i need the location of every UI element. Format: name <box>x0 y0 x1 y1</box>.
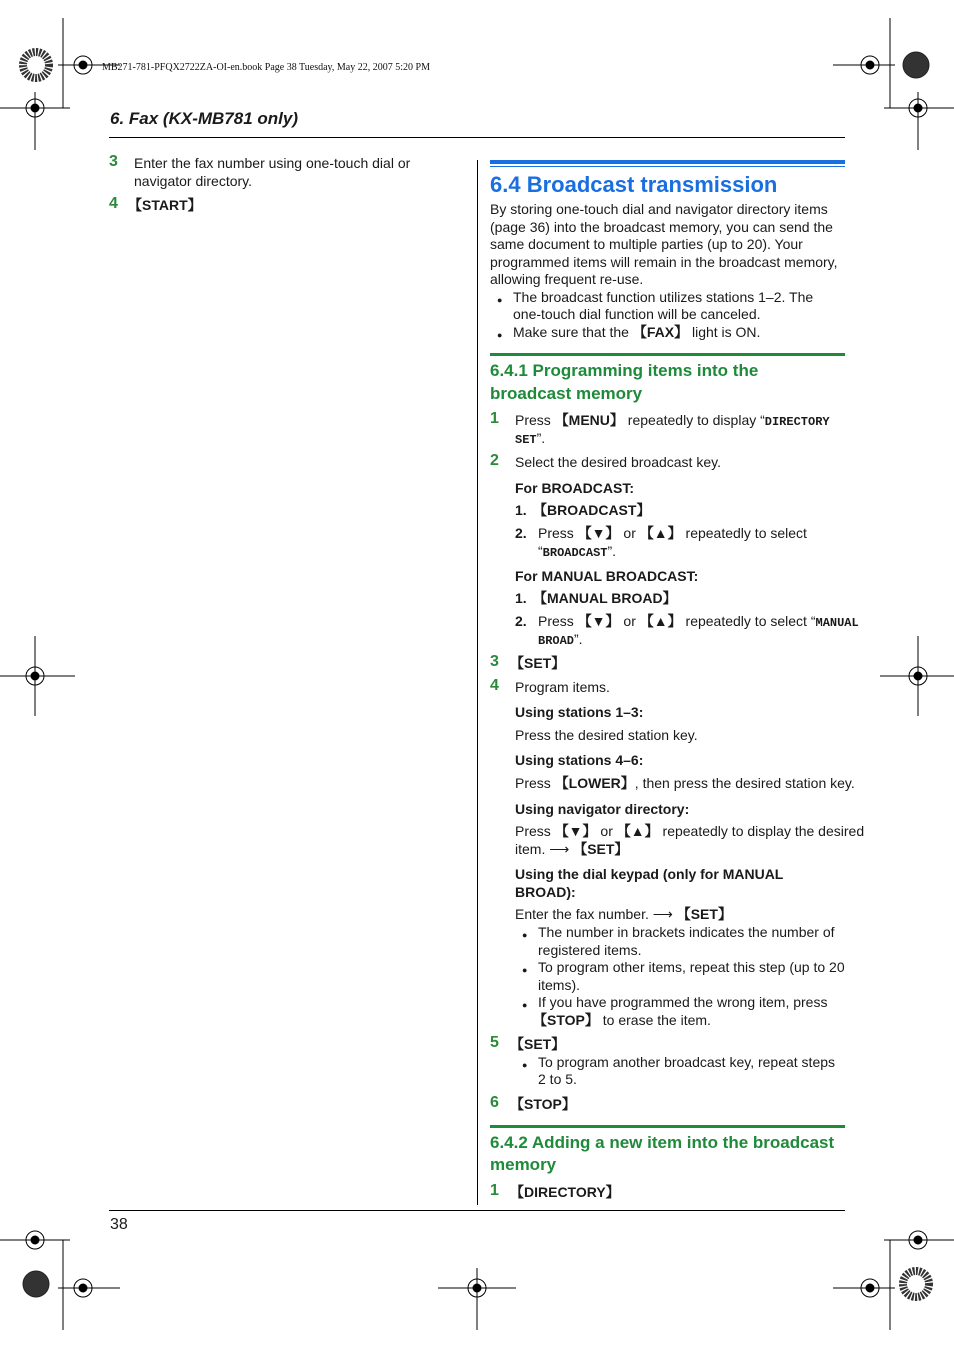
up-key: 【▲】 <box>639 525 682 541</box>
bullet-text: one-touch dial function will be canceled. <box>513 306 761 322</box>
bullet-text <box>533 1012 711 1030</box>
manual-broad-key: 【MANUAL BROAD】 <box>533 590 677 606</box>
subsection-bar <box>490 353 845 356</box>
option-heading: Using the dial keypad (only for MANUAL <box>515 866 784 882</box>
substep-number: 1. <box>515 502 527 518</box>
bullet-text: Make sure that the <box>513 324 633 340</box>
substep-text <box>538 613 859 633</box>
step-text: Select the desired broadcast key. <box>515 454 721 470</box>
section-bar-thin <box>490 166 845 167</box>
step-number: 4 <box>490 677 499 694</box>
substep-text <box>538 525 807 543</box>
down-key: 【▼】 <box>577 525 620 541</box>
bullet-text: 2 to 5. <box>538 1071 577 1087</box>
footer-rule <box>109 1210 845 1211</box>
page-number: 38 <box>110 1216 128 1233</box>
bullet-item <box>538 1054 835 1072</box>
option-text <box>515 841 628 859</box>
bullet-text: The broadcast function utilizes stations 1–2. The <box>513 289 814 305</box>
option-heading: BROAD): <box>515 884 576 900</box>
lower-key: 【LOWER】 <box>554 775 635 791</box>
subsection-bar <box>490 1125 845 1128</box>
display-text: SET <box>515 433 537 447</box>
subsection-title: 6.4.1 Programming items into the <box>490 361 759 380</box>
down-key: 【▼】 <box>577 613 620 629</box>
substep-number: 2. <box>515 525 527 541</box>
step-text-part: Press <box>515 412 555 428</box>
bullet-text: items). <box>538 977 580 993</box>
text-part: or <box>619 525 640 541</box>
set-key: 【SET】 <box>672 906 732 922</box>
step-text: Enter the fax number using one-touch dial or <box>134 155 411 171</box>
set-key: 【SET】 <box>510 1036 566 1052</box>
text-part: repeatedly to select <box>681 525 807 541</box>
option-heading: For MANUAL BROADCAST: <box>515 568 699 584</box>
step-number: 1 <box>490 410 499 427</box>
option-heading: For BROADCAST: <box>515 480 634 496</box>
step-text-part: ”. <box>536 430 546 446</box>
intro-line: same document to multiple parties (up to 20). Your <box>490 236 803 252</box>
text-part: Enter the fax number. <box>515 906 653 922</box>
arrow-icon: ⟶ <box>652 906 673 922</box>
step-number: 2 <box>490 452 499 469</box>
bullet-item <box>538 994 827 1012</box>
substep-number: 1. <box>515 590 527 606</box>
substep-number: 2. <box>515 613 527 629</box>
down-key: 【▼】 <box>554 823 597 839</box>
up-key: 【▲】 <box>616 823 659 839</box>
subsection-title: 6.4.2 Adding a new item into the broadcast <box>490 1133 835 1152</box>
step-number: 3 <box>490 653 499 670</box>
subsection-title: broadcast memory <box>490 384 643 403</box>
up-key: 【▲】 <box>639 613 682 629</box>
option-heading: Using navigator directory: <box>515 801 690 817</box>
crop-header: MB271-781-PFQX2722ZA-OI-en.book Page 38 Tuesday, May 22, 2007 5:20 PM <box>102 62 430 73</box>
option-text <box>515 906 732 924</box>
text-part: repeatedly to display the desired <box>658 823 865 839</box>
chapter-title: 6. Fax (KX-MB781 only) <box>110 109 298 128</box>
intro-line: programmed items will remain in the broadcast memory, <box>490 254 838 270</box>
step-text: Program items. <box>515 679 610 695</box>
key-label: 【START】 <box>128 197 202 213</box>
step-number: 3 <box>109 153 118 170</box>
section-bar <box>490 160 845 164</box>
intro-line: allowing frequent re-use. <box>490 271 644 287</box>
intro-line: By storing one-touch dial and navigator directory items <box>490 201 828 217</box>
fax-key: 【FAX】 <box>632 324 689 340</box>
display-text: BROAD <box>538 634 575 648</box>
step-number: 4 <box>109 195 118 212</box>
intro-line: (page 36) into the broadcast memory, you can send the <box>490 219 833 235</box>
text-part: or <box>619 613 640 629</box>
column-divider <box>477 160 478 1205</box>
text-part: item. <box>515 841 550 857</box>
step-number: 1 <box>490 1182 499 1199</box>
text-part: ”. <box>574 631 583 647</box>
substep-text <box>538 543 616 563</box>
arrow-icon: ⟶ <box>549 841 570 857</box>
bullet-text: light is ON. <box>688 324 761 340</box>
text-part: Press <box>538 613 578 629</box>
text-part: to erase the item. <box>598 1012 711 1028</box>
step-text <box>515 412 830 432</box>
bullet-item <box>513 289 813 307</box>
step-number: 5 <box>490 1034 499 1051</box>
stop-key: 【STOP】 <box>510 1096 576 1112</box>
bullet-item <box>513 324 760 342</box>
step-number: 6 <box>490 1094 499 1111</box>
display-text: DIRECTORY <box>764 415 830 429</box>
text-part: ”. <box>607 543 617 559</box>
option-heading: Using stations 4–6: <box>515 752 644 768</box>
bullet-text: registered items. <box>538 942 642 958</box>
bullet-text: If you have programmed the wrong item, press <box>538 994 828 1010</box>
text-part: repeatedly to select “ <box>681 613 816 629</box>
display-text: MANUAL <box>815 616 859 630</box>
substep-text <box>538 631 583 651</box>
section-title: 6.4 Broadcast transmission <box>490 172 778 197</box>
directory-key: 【DIRECTORY】 <box>510 1184 620 1200</box>
display-text: BROADCAST <box>542 546 608 560</box>
bullet-text: To program other items, repeat this step (up to 20 <box>538 959 845 975</box>
step-text: navigator directory. <box>134 173 253 189</box>
text-part: Press <box>515 823 555 839</box>
option-text <box>515 823 864 841</box>
bullet-text: To program another broadcast key, repeat steps <box>538 1054 836 1070</box>
menu-key: 【MENU】 <box>554 412 624 428</box>
set-key: 【SET】 <box>569 841 629 857</box>
subsection-title: memory <box>490 1155 557 1174</box>
option-text <box>515 775 855 793</box>
set-key: 【SET】 <box>510 655 566 671</box>
text-part: Press <box>538 525 578 541</box>
stop-key: 【STOP】 <box>533 1012 599 1028</box>
bullet-item <box>538 924 835 942</box>
step-text <box>515 430 545 450</box>
step-text-part: repeatedly to display “ <box>623 412 765 428</box>
text-part: “ <box>538 543 543 559</box>
bullet-item <box>538 959 845 977</box>
text-part: , then press the desired station key. <box>634 775 855 791</box>
text-part: or <box>596 823 617 839</box>
option-heading: Using stations 1–3: <box>515 704 644 720</box>
bullet-text: The number in brackets indicates the number of <box>538 924 835 940</box>
option-text: Press the desired station key. <box>515 727 698 743</box>
broadcast-key: 【BROADCAST】 <box>533 502 651 518</box>
header-rule <box>109 137 845 138</box>
text-part: Press <box>515 775 555 791</box>
